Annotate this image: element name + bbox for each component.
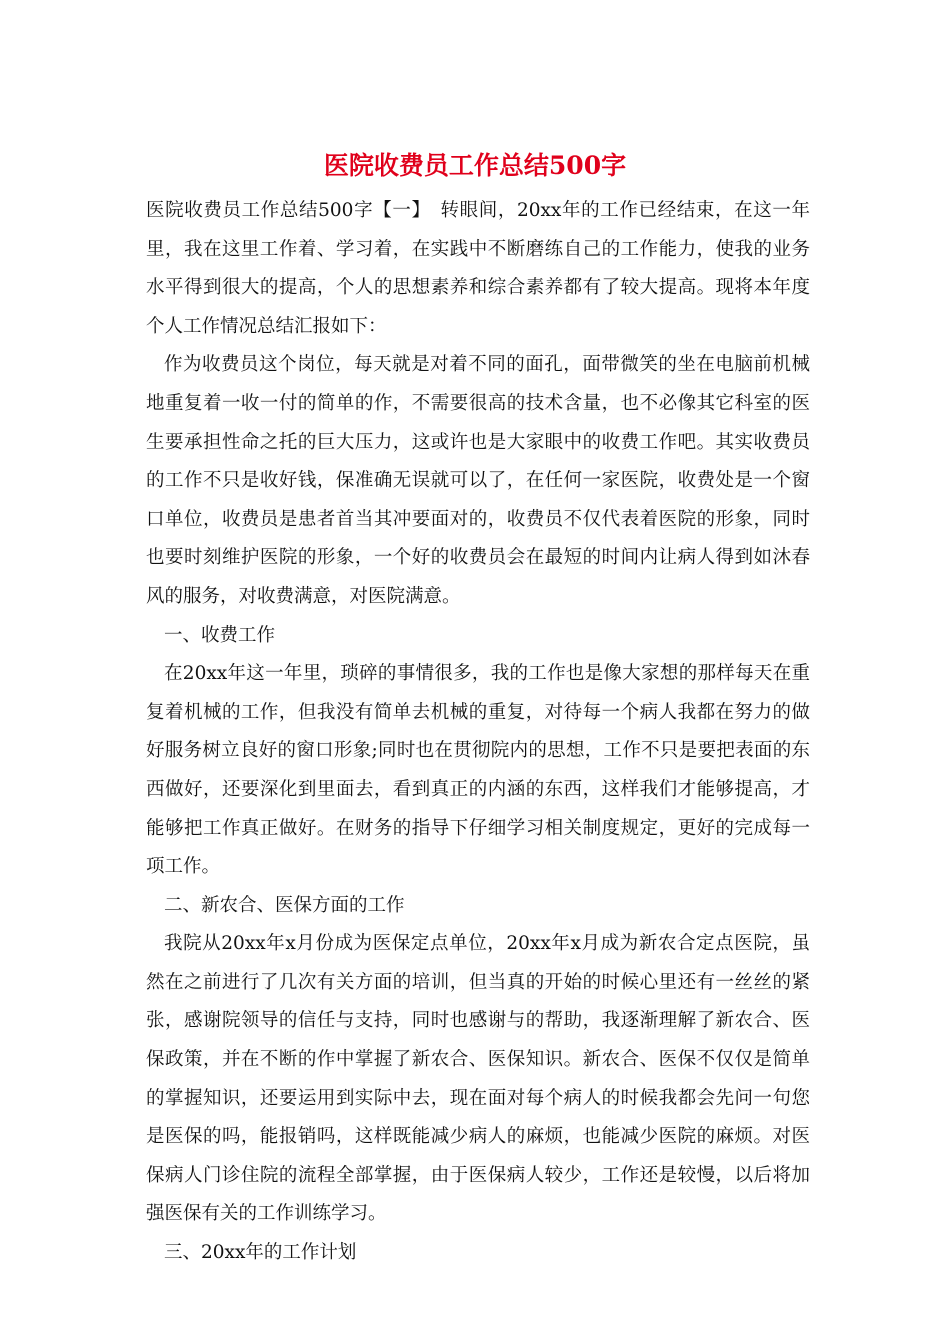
section-heading-work-plan: 三、20xx年的工作计划 [164, 1242, 357, 1264]
body-paragraph: 作为收费员这个岗位，每天就是对着不同的面孔，面带微笑的坐在电脑前机械地重复着一收一付的简单的作，不需要很高的技术含量，也不必像其它科室的医生要承担性命之托的巨大压力，这或许也是大家眼中的收费工作吧。其实收费员的工作不只是收好钱，保准确无误就可以了，在任何一家医院，收费处是一个窗口单位，收费员是患者首当其冲要面对的，收费员不仅代表着医院的形象，同时也要时刻维护医院的形象，一个好的收费员会在最短的时间内让病人得到如沐春风的服务，对收费满意，对医院满意。 [146, 354, 810, 607]
section-heading-charging-work: 一、收费工作 [164, 624, 276, 646]
body-paragraph: 我院从20xx年x月份成为医保定点单位，20xx年x月成为新农合定点医院，虽然在之前进行了几次有关方面的培训，但当真的开始的时候心里还有一丝丝的紧张，感谢院领导的信任与支持，同时也感谢与的帮助，我逐渐理解了新农合、医保政策，并在不断的作中掌握了新农合、医保知识。新农合、医保不仅仅是简单的掌握知识，还要运用到实际中去，现在面对每个病人的时候我都会先问一句您是医保的吗，能报销吗，这样既能减少病人的麻烦，也能减少医院的麻烦。对医保病人门诊住院的流程全部掌握，由于医保病人较少，工作还是较慢，以后将加强医保有关的工作训练学习。 [146, 933, 810, 1225]
document-body [146, 192, 810, 1273]
section-heading-insurance-work: 二、新农合、医保方面的工作 [164, 894, 405, 916]
document-title: 医院收费员工作总结500字 [323, 151, 627, 180]
intro-paragraph: 医院收费员工作总结500字【一】 转眼间，20xx年的工作已经结束，在这一年里，我在这里工作着、学习着，在实践中不断磨练自己的工作能力，使我的业务水平得到很大的提高，个人的思想素养和综合素养都有了较大提高。现将本年度个人工作情况总结汇报如下： [146, 200, 810, 337]
body-paragraph: 在20xx年这一年里，琐碎的事情很多，我的工作也是像大家想的那样每天在重复着机械的工作，但我没有简单去机械的重复，对待每一个病人我都在努力的做好服务树立良好的窗口形象;同时也在贯彻院内的思想，工作不只是要把表面的东西做好，还要深化到里面去，看到真正的内涵的东西，这样我们才能够提高，才能够把工作真正做好。在财务的指导下仔细学习相关制度规定，更好的完成每一项工作。 [146, 663, 810, 878]
